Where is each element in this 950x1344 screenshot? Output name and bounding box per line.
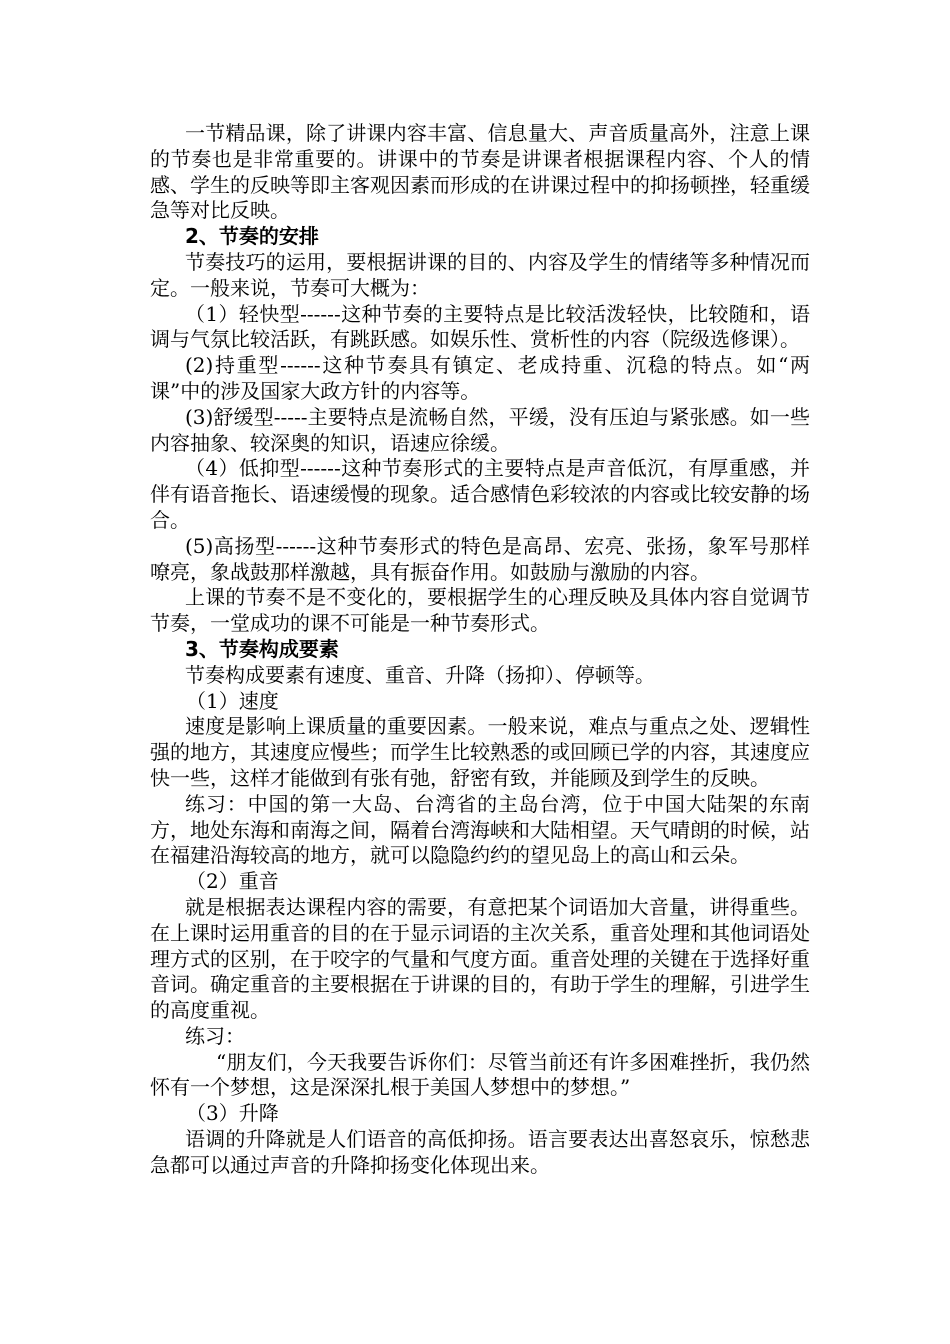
paragraph-speed-exercise: 练习：中国的第一大岛、台湾省的主岛台湾，位于中国大陆架的东南方，地处东海和南海之间，隔着台湾海峡和大陆相望。天气晴朗的时候，站在福建沿海较高的地方，就可以隐隐约约的望见岛上的高山和云朵。 [150, 791, 810, 868]
paragraph-rhythm-change: 上课的节奏不是不变化的，要根据学生的心理反映及具体内容自觉调节节奏，一堂成功的课不可能是一种节奏形式。 [150, 585, 810, 636]
subheading-stress: （2）重音 [186, 869, 279, 894]
document-page [150, 121, 810, 1179]
paragraph-speed: 速度是影响上课质量的重要因素。一般来说，难点与重点之处、逻辑性强的地方，其速度应慢些；而学生比较熟悉的或回顾已学的内容，其速度应快一些，这样才能做到有张有弛，舒密有致，并能顾及到学生的反映。 [150, 714, 810, 790]
paragraph-intonation: 语调的升降就是人们语音的高低抑扬。语言要表达出喜怒哀乐，惊愁悲急都可以通过声音的升降抑扬变化体现出来。 [150, 1127, 810, 1177]
paragraph-elements-list: 节奏构成要素有速度、重音、升降（扬抑）、停顿等。 [185, 662, 655, 687]
paragraph-rhythm-usage: 节奏技巧的运用，要根据讲课的目的、内容及学生的情绪等多种情况而定。一般来说，节奏可大概为： [150, 249, 810, 300]
paragraph-stress-exercise-quote: “朋友们，今天我要告诉你们：尽管当前还有许多困难挫折，我仍然怀有一个梦想，这是深深扎根于美国人梦想中的梦想。” [150, 1049, 810, 1100]
paragraph-type-soothing: (3)舒缓型-----主要特点是流畅自然，平缓，没有压迫与紧张感。如一些内容抽象、较深奥的知识，语速应徐缓。 [150, 404, 810, 455]
subheading-speed: （1）速度 [186, 688, 279, 713]
paragraph-stress-exercise-label: 练习： [185, 1023, 245, 1048]
paragraph-type-steady: (2)持重型------这种节奏具有镇定、老成持重、沉稳的特点。如“两课”中的涉及国家大政方针的内容等。 [150, 353, 810, 403]
heading-rhythm-arrangement: 2、节奏的安排 [185, 224, 319, 249]
paragraph-stress: 就是根据表达课程内容的需要，有意把某个词语加大音量，讲得重些。在上课时运用重音的目的在于显示词语的主次关系，重音处理和其他词语处理方式的区别，在于咬字的气量和气度方面。重音处理的关键在于选择好重音词。确定重音的主要根据在于讲课的目的，有助于学生的理解，引进学生的高度重视。 [150, 894, 810, 1023]
paragraph-type-high: (5)高扬型------这种节奏形式的特色是高昂、宏亮、张扬，象军号那样嘹亮，象战鼓那样激越，具有振奋作用。如鼓励与激励的内容。 [150, 533, 810, 584]
paragraph-intro: 一节精品课，除了讲课内容丰富、信息量大、声音质量高外，注意上课的节奏也是非常重要的。讲课中的节奏是讲课者根据课程内容、个人的情感、学生的反映等即主客观因素而形成的在讲课过程中的抑扬顿挫，轻重缓急等对比反映。 [150, 121, 810, 223]
heading-rhythm-elements: 3、节奏构成要素 [185, 636, 339, 661]
paragraph-type-light: （1）轻快型------这种节奏的主要特点是比较活泼轻快，比较随和，语调与气氛比较活跃，有跳跃感。如娱乐性、赏析性的内容（院级选修课）。 [150, 301, 810, 352]
paragraph-type-low: （4）低抑型------这种节奏形式的主要特点是声音低沉，有厚重感，并伴有语音拖长、语速缓慢的现象。适合感情色彩较浓的内容或比较安静的场合。 [150, 456, 810, 532]
subheading-intonation: （3）升降 [186, 1101, 279, 1126]
